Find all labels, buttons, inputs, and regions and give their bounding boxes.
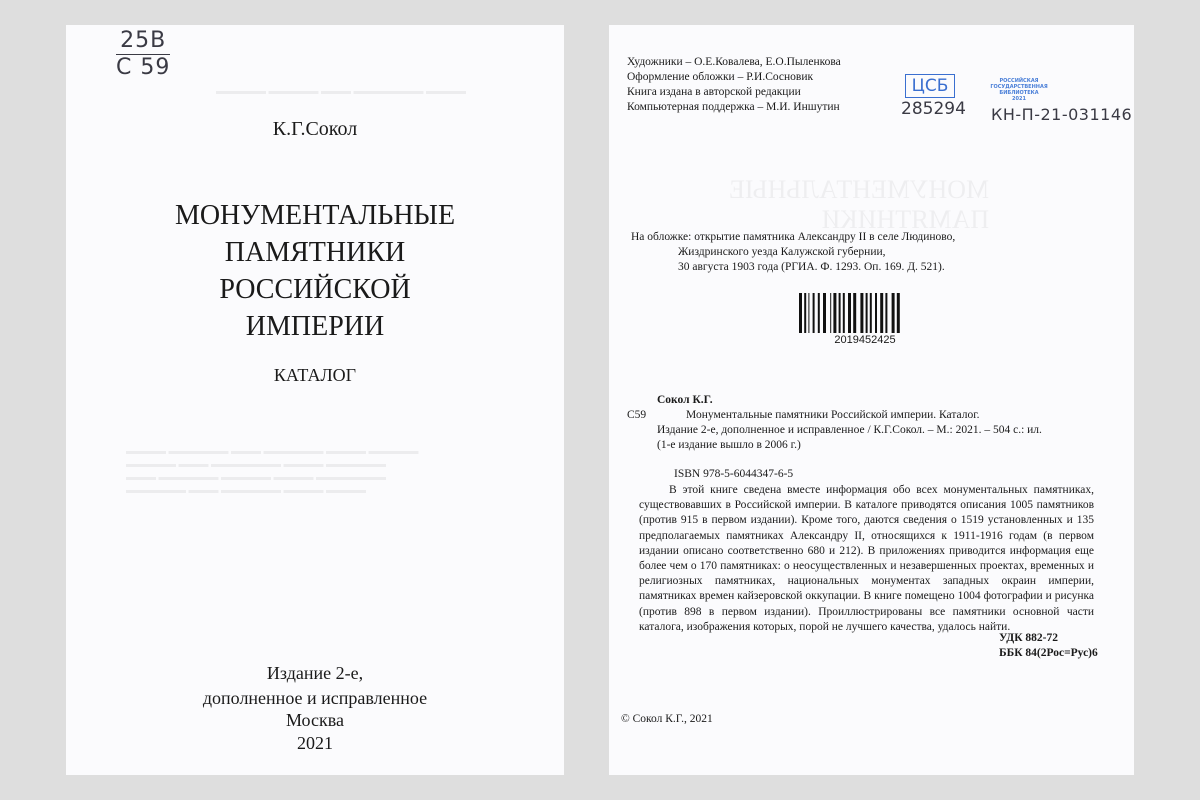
credits-block [627, 55, 841, 115]
isbn: ISBN 978-5-6044347-6-5 [674, 468, 794, 480]
barcode-bar [866, 293, 868, 333]
show-through-text: ▬▬▬▬ ▬▬▬▬▬▬ ▬▬▬ ▬▬▬▬▬▬ ▬▬▬▬ ▬▬▬▬▬ ▬▬▬▬▬ ▬▬▬ ▬▬▬▬▬▬▬ ▬▬▬▬ ▬▬▬▬▬▬ ▬▬▬ ▬▬▬▬▬▬ ▬▬▬▬▬ ▬▬▬▬ ▬▬▬▬▬▬▬ ▬▬▬▬▬▬ ▬▬▬ ▬▬▬▬▬▬ ▬▬▬▬ ▬▬▬▬ [126, 446, 419, 496]
barcode-bar [839, 293, 841, 333]
library-stamp [979, 78, 1059, 102]
barcode-bar [799, 293, 802, 333]
biblio-note: (1-е издание вышло в 2006 г.) [657, 439, 801, 451]
csb-stamp: ЦСБ [905, 74, 955, 98]
edition-info [66, 661, 564, 711]
show-through-title: МОНУМЕНТАЛЬНЫЕ ПАМЯТНИКИ [729, 175, 990, 234]
cover-note-line: На обложке: открытие памятника Александру II в селе Людиново, [631, 231, 956, 243]
barcode-bar [804, 293, 806, 333]
imprint [66, 709, 564, 755]
csb-stamp-number: 285294 [901, 99, 966, 119]
title-line: МОНУМЕНТАЛЬНЫЕ [174, 200, 456, 231]
barcode-bar [833, 293, 836, 333]
edition-line: дополненное и исправленное [202, 688, 428, 708]
inventory-number: КН-П-21-031146 [991, 105, 1133, 124]
shelf-mark-author-code: С 59 [116, 55, 171, 80]
book-title [66, 197, 564, 345]
copyright: © Сокол К.Г., 2021 [621, 713, 713, 725]
barcode-bar [860, 293, 863, 333]
biblio-edition: Издание 2-е, дополненное и исправленное / К.Г.Сокол. – М.: 2021. – 504 с.: ил. [657, 424, 1042, 436]
title-line: ИМПЕРИИ [245, 311, 385, 342]
show-through-text: ▬▬▬▬▬ ▬▬▬▬▬ ▬▬▬ ▬▬▬▬▬▬▬ ▬▬▬▬ [216, 86, 466, 97]
book-abstract: В этой книге сведена вместе информация обо всех монументальных памятниках, существовавших в Российской империи. В каталоге приводятся описания 1005 памятников (против 915 в первом издании). Кроме того, даются сведения о 1519 установленных и 135 предполагаемых памятниках Александру II, относящихся к 1911-1916 годам (в первом издании описано соответственно 680 и 212). В приложениях приводится информация еще более чем о 170 памятниках: о неосуществленных и незавершенных проектах, временных и религиозных памятниках, национальных монументах западных окраин империи, памятниках времен кайзеровской оккупации. В книге помещено 1004 фотографии и рисунка (против 898 в первом издании). Проиллюстрированы все памятники основной части каталога, изображения которых, порой не лучшего качества, удалось найти. [639, 484, 1094, 633]
credit-line: Компьютерная поддержка – М.И. Иншутин [627, 101, 840, 113]
biblio-author: Сокол К.Г. [657, 394, 713, 406]
barcode-bar [897, 293, 900, 333]
title-line: ПАМЯТНИКИ [224, 237, 406, 268]
cover-note [631, 230, 955, 275]
left-page-title-sheet [66, 25, 564, 775]
handwritten-shelf-mark [116, 28, 170, 81]
library-stamp-line: 2021 [1012, 96, 1026, 102]
barcode-bar [818, 293, 820, 333]
udk-code: УДК 882-72 [999, 632, 1058, 644]
credit-line: Книга издана в авторской редакции [627, 86, 801, 98]
barcode-bar [830, 293, 831, 333]
library-stamp-line: РОССИЙСКАЯ [999, 78, 1039, 84]
publication-year: 2021 [297, 733, 333, 753]
barcode-bar [885, 293, 887, 333]
barcode-bar [853, 293, 856, 333]
barcode-bars [795, 293, 935, 333]
barcode-bar [843, 293, 845, 333]
library-stamp-line: ГОСУДАРСТВЕННАЯ [990, 84, 1048, 90]
right-page-imprint-sheet [609, 25, 1134, 775]
barcode-bar [880, 293, 883, 333]
bbk-code: ББК 84(2Рос=Рус)6 [999, 647, 1098, 659]
author-name: К.Г.Сокол [272, 118, 358, 140]
cover-note-line: Жиздринского уезда Калужской губернии, [678, 246, 886, 258]
edition-line: Издание 2-е, [266, 663, 364, 683]
barcode-number: 2019452425 [834, 334, 896, 346]
barcode-bar [848, 293, 851, 333]
classification-codes [999, 631, 1098, 661]
library-stamp-line: БИБЛИОТЕКА [999, 90, 1039, 96]
title-line: РОССИЙСКОЙ [219, 274, 411, 305]
biblio-author-code: С59 [627, 409, 647, 421]
barcode-bar [870, 293, 872, 333]
shelf-mark-class: 25В [116, 28, 170, 55]
credit-line: Оформление обложки – Р.И.Сосновик [627, 71, 814, 83]
barcode-bar [808, 293, 809, 333]
barcode-bar [813, 293, 815, 333]
book-subtitle: КАТАЛОГ [273, 365, 357, 385]
barcode-bar [892, 293, 895, 333]
barcode-bar [875, 293, 877, 333]
cover-note-line: 30 августа 1903 года (РГИА. Ф. 1293. Оп. 169. Д. 521). [678, 261, 945, 273]
barcode-bar [823, 293, 826, 333]
publication-city: Москва [286, 710, 344, 730]
credit-line: Художники – О.Е.Ковалева, Е.О.Пыленкова [627, 56, 841, 68]
biblio-title: Монументальные памятники Российской империи. Каталог. [686, 409, 980, 421]
barcode [795, 293, 935, 346]
